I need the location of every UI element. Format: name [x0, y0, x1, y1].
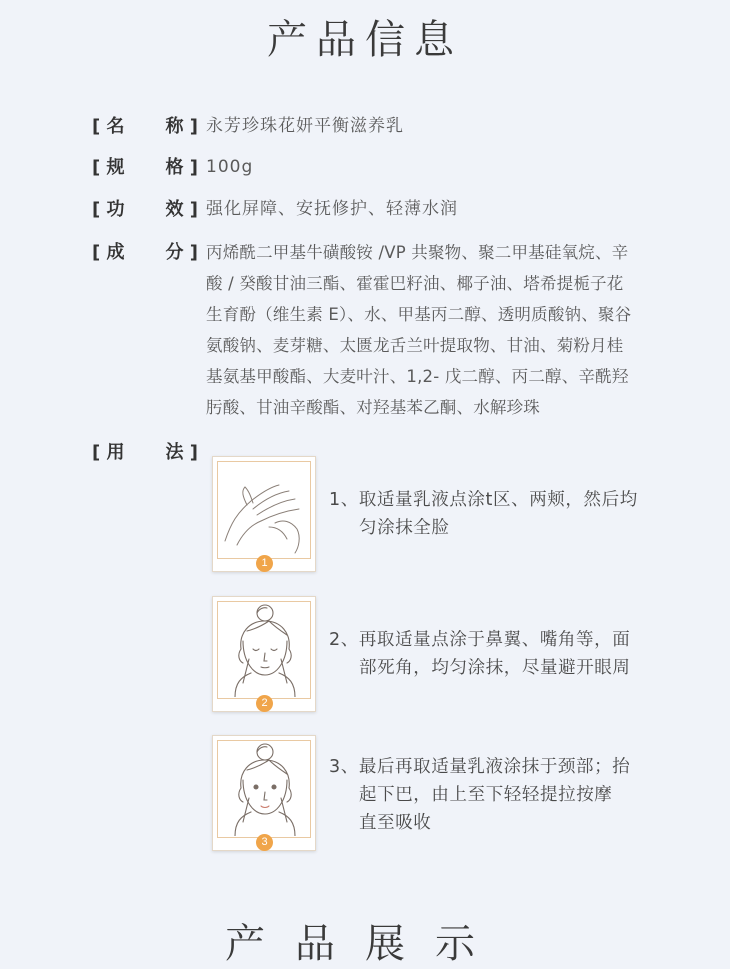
ingredients-line: 肟酸、甘油辛酸酯、对羟基苯乙酮、水解珍珠 — [206, 398, 540, 417]
step-image-card — [212, 735, 316, 851]
ingredients-line: 氨酸钠、麦芽糖、太匮龙舌兰叶提取物、甘油、菊粉月桂 — [206, 336, 624, 355]
usage-step-2 — [212, 596, 682, 716]
face-icon — [217, 601, 311, 697]
hands-icon — [217, 461, 311, 557]
info-row-ingredients — [92, 237, 690, 423]
step-image-card — [212, 456, 316, 572]
usage-step-1 — [212, 456, 682, 576]
ingredients-line: 生育酚（维生素 E）、水、甲基丙二醇、透明质酸钠、聚谷 — [206, 305, 632, 324]
info-label: [ 规 格 ] — [92, 157, 198, 178]
info-label: [ 用 法 ] — [92, 442, 198, 463]
info-label: [ 名 称 ] — [92, 116, 198, 137]
usage-step-3 — [212, 735, 682, 855]
info-label: [ 功 效 ] — [92, 199, 198, 220]
page-title: 产品信息 — [267, 17, 463, 63]
ingredients-text — [206, 237, 671, 423]
step-text: 1、取适量乳液点涂t区、两颊，然后均 匀涂抹全脸 — [329, 490, 638, 538]
step-image-card — [212, 596, 316, 712]
ingredients-line: 基氨基甲酸酯、大麦叶汁、1,2- 戊二醇、丙二醇、辛酰羟 — [206, 367, 629, 386]
step-text: 3、最后再取适量乳液涂抹于颈部；抬 起下巴，由上至下轻轻提拉按摩 直至吸收 — [329, 757, 631, 833]
step-text: 2、再取适量点涂于鼻翼、嘴角等，面 部死角，均匀涂抹，尽量避开眼周 — [329, 630, 631, 678]
next-section-title: 产品展示 — [225, 921, 505, 967]
info-row-effect — [92, 194, 690, 225]
face-icon — [217, 740, 311, 836]
step-badge: 1 — [256, 555, 273, 572]
info-row-name — [92, 111, 690, 142]
step-badge: 2 — [256, 695, 273, 712]
info-label: [ 成 分 ] — [92, 242, 198, 263]
product-effect: 强化屏障、安抚修护、轻薄水润 — [206, 199, 458, 219]
step-badge: 3 — [256, 834, 273, 851]
ingredients-line: 丙烯酰二甲基牛磺酸铵 /VP 共聚物、聚二甲基硅氧烷、辛 — [206, 243, 629, 262]
info-row-spec — [92, 152, 690, 183]
product-spec: 100g — [206, 157, 254, 177]
product-name: 永芳珍珠花妍平衡滋养乳 — [206, 116, 404, 136]
ingredients-line: 酸 / 癸酸甘油三酯、霍霍巴籽油、椰子油、塔希提栀子花 — [206, 274, 624, 293]
